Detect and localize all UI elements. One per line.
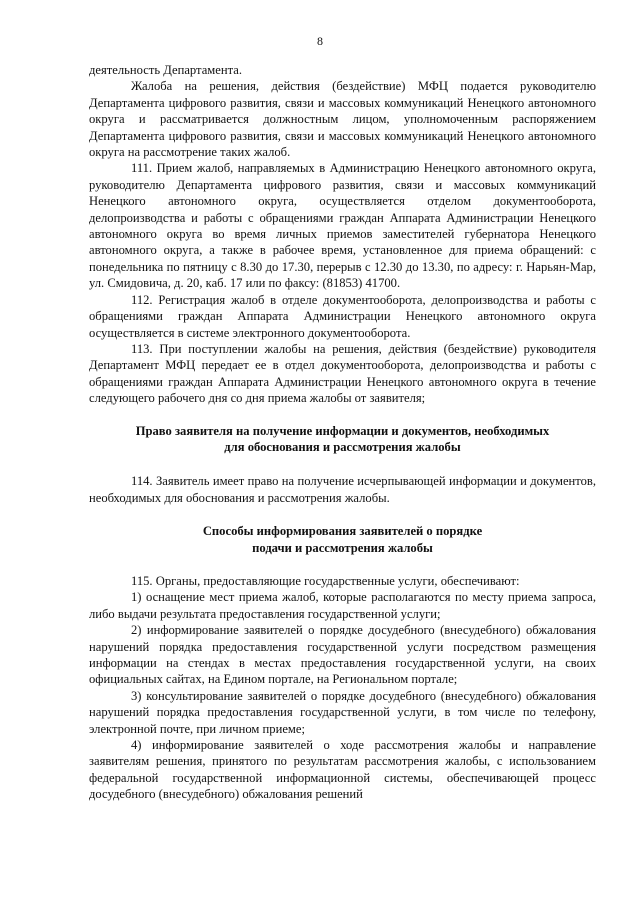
page-number: 8 (317, 34, 323, 48)
document-body (89, 62, 596, 803)
list-item-2: 2) информирование заявителей о порядке досудебного (внесудебного) обжалования нарушений порядка предоставления государственной услуги посредством размещения информации на стендах в местах предоставления государственной услуги, на своих официальных сайтах, на Едином портале, на Региональном портале; (89, 623, 596, 687)
section-heading-informing (89, 523, 596, 556)
list-item-4: 4) информирование заявителей о ходе рассмотрения жалобы и направление заявителям решения, принятого по результатам рассмотрения жалобы, с использованием федеральной государственной информационной системы, обеспечивающей процесс досудебного (внесудебного) обжалования решений (89, 738, 596, 802)
list-item-3: 3) консультирование заявителей о порядке досудебного (внесудебного) обжалования нарушений порядка предоставления государственной услуги, в том числе по телефону, электронной почте, при личном приеме; (89, 688, 596, 736)
section-heading-informing-line1: Способы информирования заявителей о порядке (202, 524, 483, 539)
paragraph-111: 111. Прием жалоб, направляемых в Администрацию Ненецкого автономного округа, руководителю Департамента цифрового развития, связи и массовых коммуникаций Ненецкого автономного округа, осуществляется отделом документооборота, делопроизводства и работы с обращениями граждан Аппарата Администрации Ненецкого автономного округа во время личных приемов заместителей губернатора Ненецкого автономного округа, а также в рабочее время, установленное для приема обращений: с понедельника по пятницу с 8.30 до 17.30, перерыв с 12.30 до 13.30, по адресу: г. Нарьян-Мар, ул. Смидовича, д. 20, каб. 17 или по факсу: (81853) 41700. (89, 161, 596, 291)
paragraph-112: 112. Регистрация жалоб в отделе документооборота, делопроизводства и работы с обращениями граждан Аппарата Администрации Ненецкого автономного округа осуществляется в системе электронного документооборота. (89, 292, 596, 340)
section-heading-informing-line2: подачи и рассмотрения жалобы (252, 540, 433, 555)
paragraph-complaint-mfc: Жалоба на решения, действия (бездействие) МФЦ подается руководителю Департамента цифрового развития, связи и массовых коммуникаций Ненецкого автономного округа и рассматривается должностным лицом, уполномоченным распоряжением Департамента цифрового развития, связи и массовых коммуникаций Ненецкого автономного округа на рассмотрение таких жалоб. (89, 79, 596, 160)
paragraph-continuation: деятельность Департамента. (89, 63, 242, 77)
paragraph-114: 114. Заявитель имеет право на получение исчерпывающей информации и документов, необходимых для обоснования и рассмотрения жалобы. (89, 474, 596, 505)
paragraph-113: 113. При поступлении жалобы на решения, действия (бездействие) руководителя Департамент МФЦ передает ее в отдел документооборота, делопроизводства и работы с обращениями граждан Аппарата Администрации Ненецкого автономного округа в течение следующего рабочего дня со дня приема жалобы от заявителя; (89, 341, 596, 406)
paragraph-115: 115. Органы, предоставляющие государственные услуги, обеспечивают: (131, 573, 520, 588)
section-heading-rights (89, 423, 596, 456)
list-item-1: 1) оснащение мест приема жалоб, которые располагаются по месту приема запроса, либо выдачи результата предоставления государственной услуги; (89, 590, 596, 621)
section-heading-rights-line1: Право заявителя на получение информации и документов, необходимых (135, 423, 550, 438)
section-heading-rights-line2: для обоснования и рассмотрения жалобы (224, 439, 461, 454)
